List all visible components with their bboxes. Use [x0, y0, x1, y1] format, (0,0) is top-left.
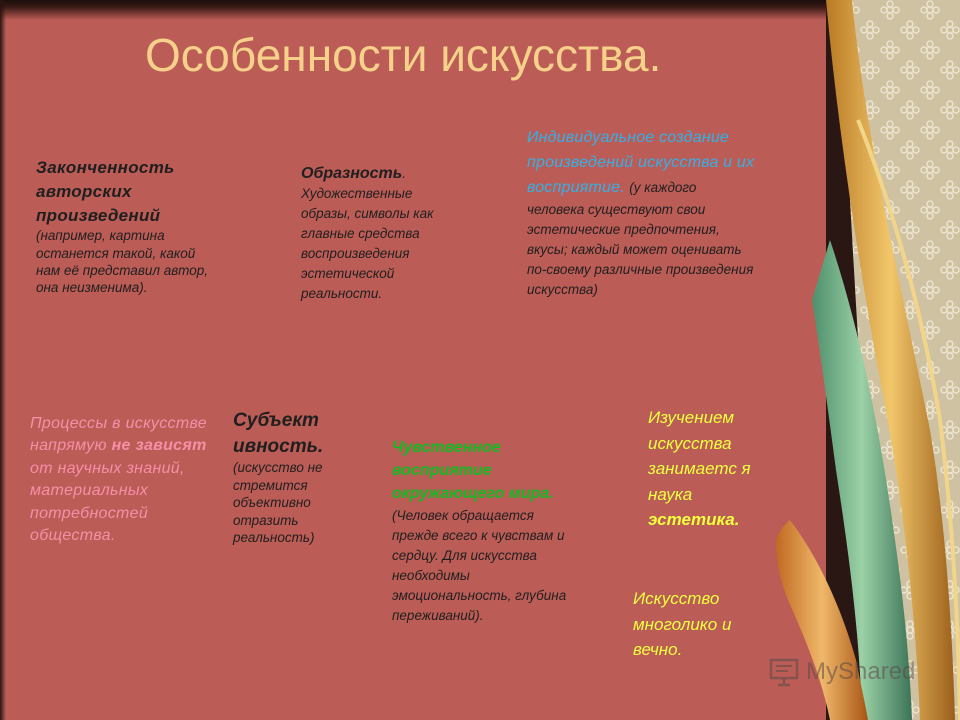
completeness-detail: (например, картина останется такой, какой нам её представил автор, она неизменима).	[36, 228, 208, 296]
text-block-subjectivity	[233, 408, 368, 547]
individuality-detail: (у каждого человека существуют свои эстетические предпочтения, вкусы; каждый может оценивать по-своему различные произведения искусства)	[527, 179, 754, 298]
text-block-independence	[30, 413, 220, 547]
text-block-aesthetics	[648, 405, 778, 533]
sensory-detail: (Человек обращается прежде всего к чувствам и сердцу. Для искусства необходимы эмоциональность, глубина переживаний).	[392, 507, 567, 623]
subjectivity-lead: Субъект ивность.	[233, 410, 324, 457]
imagery-dot: .	[402, 166, 407, 181]
text-block-individuality	[527, 126, 757, 300]
text-block-sensory	[392, 436, 572, 626]
sensory-lead: Чувственное восприятие окружающего мира.	[392, 439, 554, 503]
text-block-completeness	[36, 156, 221, 296]
watermark-text: MyShared	[806, 658, 916, 685]
watermark	[768, 656, 915, 688]
imagery-detail: Художественные образы, символы как главные средства воспроизведения эстетической реальности.	[301, 186, 434, 301]
independence-text-after: от научных знаний, материальных потребностей общества.	[30, 459, 185, 544]
text-block-eternal	[633, 586, 773, 663]
imagery-lead: Образность	[301, 165, 403, 182]
text-block-imagery	[301, 164, 451, 304]
slide-title: Особенности искусства.	[145, 29, 662, 81]
aesthetics-text-before: Изучением искусства занимаетс я наука	[648, 408, 751, 504]
aesthetics-strong: эстетика.	[648, 510, 740, 529]
independence-text-before: Процессы в искусстве напрямую	[30, 415, 207, 455]
presentation-board-icon	[768, 656, 800, 688]
eternal-text: Искусство многолико и вечно.	[633, 589, 732, 659]
completeness-lead: Законченность авторских произведений	[36, 158, 175, 225]
individuality-lead: Индивидуальное создание произведений искусства и их восприятие.	[527, 129, 755, 196]
subjectivity-detail: (искусство не стремится объективно отразить реальность)	[233, 460, 323, 546]
independence-strong: не зависят	[111, 437, 207, 455]
